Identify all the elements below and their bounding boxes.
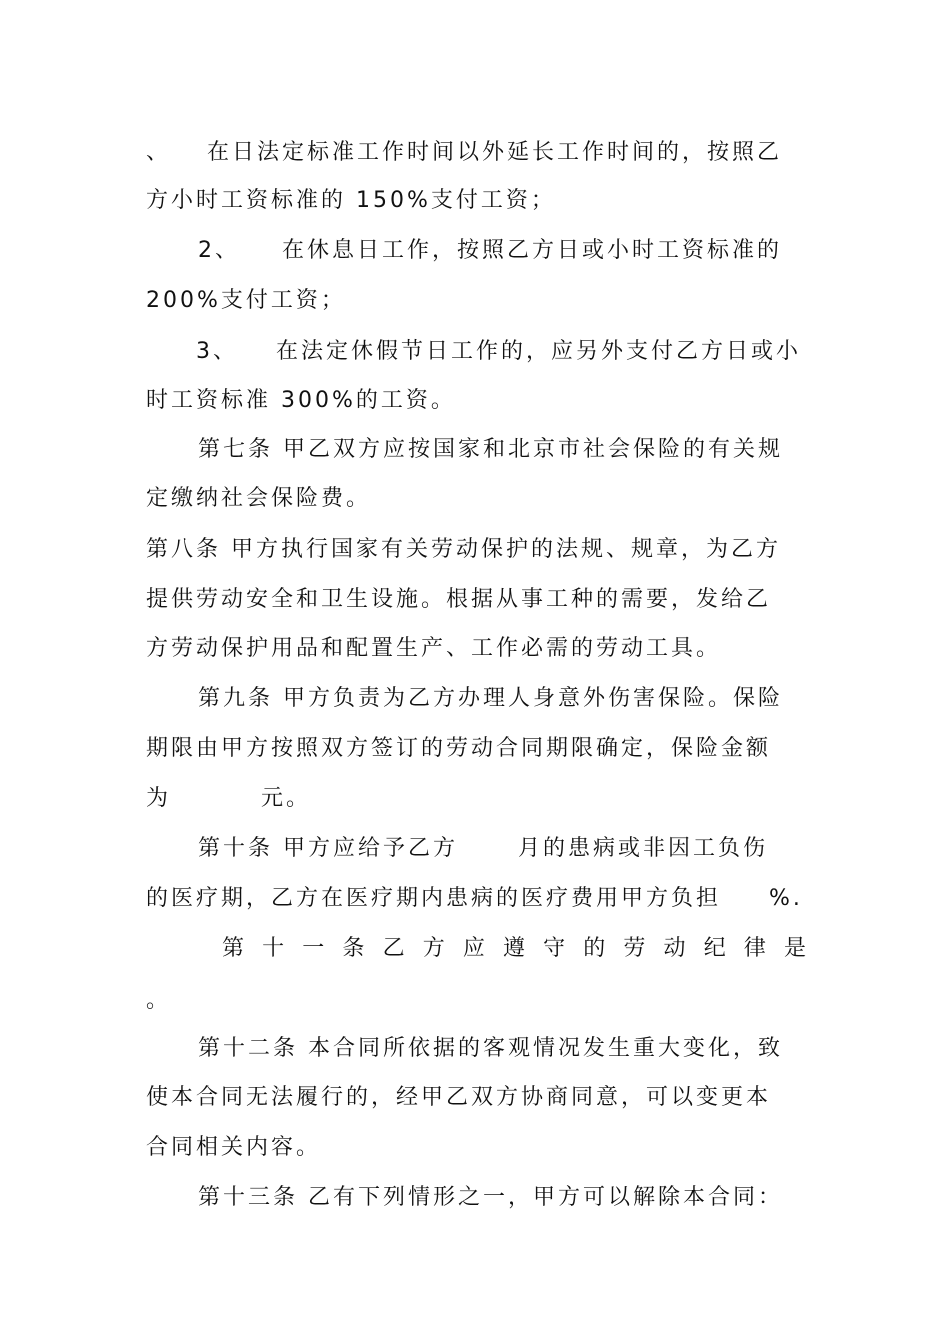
text-line: 提供劳动安全和卫生设施。根据从事工种的需要，发给乙 bbox=[146, 587, 772, 612]
justified-char: 条 bbox=[342, 936, 365, 961]
justified-char: 纪 bbox=[703, 936, 726, 961]
justified-char: 乙 bbox=[382, 936, 405, 961]
text-line: 200%支付工资； bbox=[146, 288, 346, 313]
text-fragment: %. bbox=[769, 886, 803, 911]
text-fragment: 元。 bbox=[261, 786, 312, 811]
justified-char: 的 bbox=[583, 936, 606, 961]
justified-char: 是 bbox=[783, 936, 806, 961]
justified-char: 第 bbox=[222, 936, 245, 961]
text-line: 第七条 甲乙双方应按国家和北京市社会保险的有关规 bbox=[198, 437, 783, 462]
text-fragment: 、 bbox=[146, 140, 172, 165]
justified-char: 十 bbox=[262, 936, 285, 961]
text-line: 第十二条 本合同所依据的客观情况发生重大变化，致 bbox=[198, 1036, 783, 1061]
text-line bbox=[146, 884, 806, 914]
text-line bbox=[198, 834, 806, 864]
text-fragment: 在日法定标准工作时间以外延长工作时间的，按照乙 bbox=[207, 140, 783, 165]
text-fragment: 月的患病或非因工负伤 bbox=[518, 836, 769, 861]
text-line: 。 bbox=[146, 988, 172, 1013]
text-fragment: 第十条 甲方应给予乙方 bbox=[198, 836, 458, 861]
justified-char: 遵 bbox=[502, 936, 525, 961]
text-line: 第九条 甲方负责为乙方办理人身意外伤害保险。保险 bbox=[198, 686, 783, 711]
text-line: 时工资标准 300%的工资。 bbox=[146, 388, 456, 413]
justified-char: 应 bbox=[462, 936, 485, 961]
justified-char: 动 bbox=[663, 936, 686, 961]
text-fragment: 3、 bbox=[196, 339, 238, 364]
text-line: 合同相关内容。 bbox=[146, 1135, 322, 1160]
text-line bbox=[146, 784, 806, 814]
text-line: 定缴纳社会保险费。 bbox=[146, 486, 372, 511]
text-line bbox=[222, 934, 806, 964]
justified-char: 方 bbox=[422, 936, 445, 961]
text-line: 期限由甲方按照双方签订的劳动合同期限确定，保险金额 bbox=[146, 736, 772, 761]
text-line: 使本合同无法履行的，经甲乙双方协商同意，可以变更本 bbox=[146, 1085, 772, 1110]
text-line: 第八条 甲方执行国家有关劳动保护的法规、规章，为乙方 bbox=[146, 537, 781, 562]
text-fragment: 在法定休假节日工作的，应另外支付乙方日或小 bbox=[276, 339, 802, 364]
text-fragment: 为 bbox=[146, 786, 172, 811]
text-line: 第十三条 乙有下列情形之一，甲方可以解除本合同： bbox=[198, 1185, 783, 1210]
text-line: 方小时工资标准的 150%支付工资； bbox=[146, 188, 556, 213]
text-line bbox=[146, 138, 806, 168]
justified-char: 守 bbox=[543, 936, 566, 961]
text-line bbox=[196, 337, 806, 367]
text-line bbox=[198, 236, 806, 266]
justified-char: 一 bbox=[302, 936, 325, 961]
text-fragment: 在休息日工作，按照乙方日或小时工资标准的 bbox=[282, 238, 783, 263]
text-fragment: 2、 bbox=[198, 238, 240, 263]
justified-char: 劳 bbox=[623, 936, 646, 961]
text-line: 方劳动保护用品和配置生产、工作必需的劳动工具。 bbox=[146, 636, 722, 661]
text-fragment: 的医疗期，乙方在医疗期内患病的医疗费用甲方负担 bbox=[146, 886, 722, 911]
justified-char: 律 bbox=[743, 936, 766, 961]
